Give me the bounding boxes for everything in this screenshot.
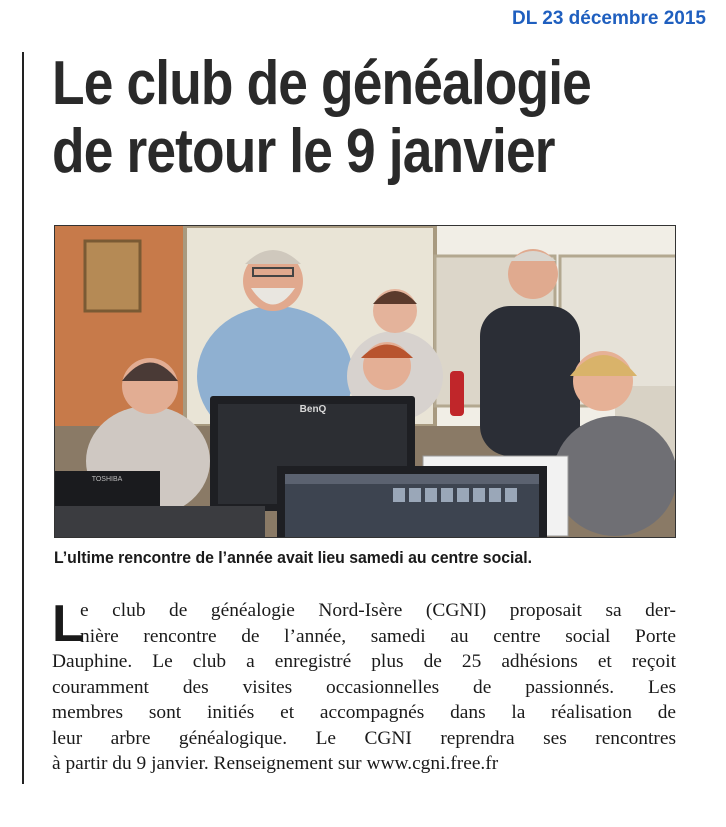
article-line: e club de généalogie Nord-Isère (CGNI) proposait sa der- [80, 600, 676, 621]
monitor-brand: BenQ [299, 404, 327, 415]
dateline: DL 23 décembre 2015 [512, 8, 706, 29]
photo-caption: L’ultime rencontre de l’année avait lieu samedi au centre social. [54, 548, 532, 567]
article-line: à partir du 9 janvier. Renseignement sur www.cgni.free.fr [52, 753, 499, 774]
article-line: leur arbre généalogique. Le CGNI reprendra ses rencontres [52, 727, 676, 749]
drop-cap: L [52, 595, 84, 653]
laptop-brand: TOSHIBA [91, 476, 123, 483]
article-body [52, 595, 676, 777]
article-photo [54, 225, 676, 538]
column-rule [22, 52, 24, 784]
article-line: Dauphine. Le club a enregistré plus de 25 adhésions et reçoit [52, 651, 676, 672]
headline-line-1: Le club de généalogie [52, 49, 591, 118]
article-line: membres sont initiés et accompagnés dans la réalisation de [52, 702, 676, 723]
article-line: nière rencontre de l’année, samedi au centre social Porte [80, 625, 676, 647]
headline-line-2: de retour le 9 janvier [52, 117, 555, 186]
headline [52, 50, 620, 186]
article-line: couramment des visites occasionnelles de passionnés. Les [52, 676, 676, 698]
